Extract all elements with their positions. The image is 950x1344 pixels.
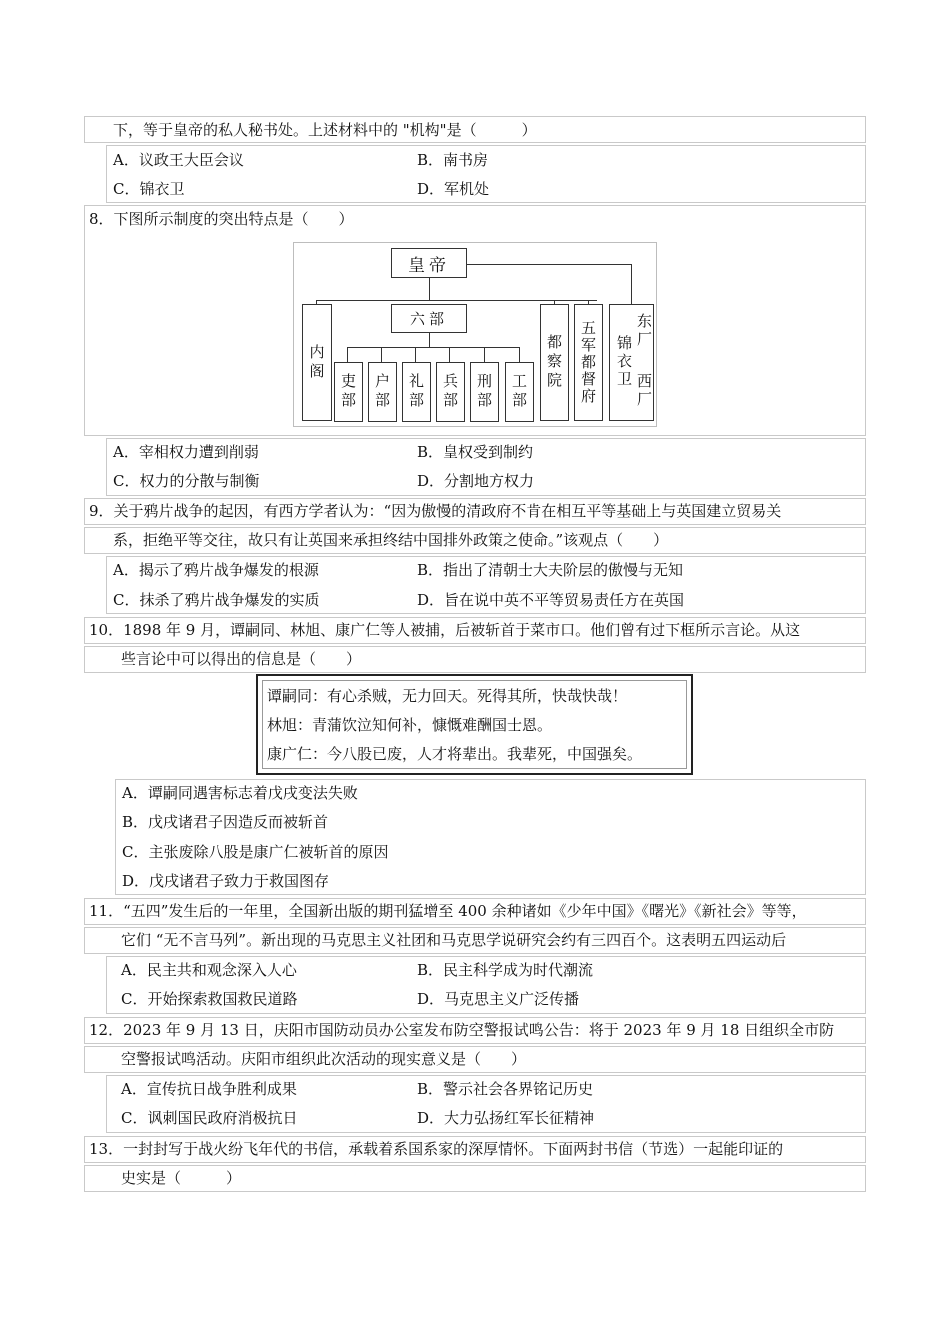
connector bbox=[381, 347, 382, 362]
ministry-box: 刑部 bbox=[470, 362, 499, 422]
q11-options bbox=[106, 956, 866, 1014]
q7-stem-text: 下，等于皇帝的私人秘书处。上述材料中的 "机构"是（ ） bbox=[113, 121, 537, 139]
q10-options bbox=[115, 779, 866, 895]
connector bbox=[449, 347, 450, 362]
q8-stem-text: 8．下图所示制度的突出特点是（ ） bbox=[89, 210, 354, 228]
q13-stem-row-1 bbox=[84, 1136, 866, 1163]
east-depot-label: 东厂 bbox=[635, 313, 653, 349]
q11-stem-line-1: 11．“五四”发生后的一年里，全国新出版的期刊猛增至 400 余种诸如《少年中国》《曙光》《新社会》等等， bbox=[89, 902, 807, 920]
q12-stem-line-1: 12．2023 年 9 月 13 日，庆阳市国防动员办公室发布防空警报试鸣公告：将于 2023 年 9 月 18 日组织全市防 bbox=[89, 1021, 835, 1039]
ministry-box: 礼部 bbox=[402, 362, 431, 422]
ministry-box: 兵部 bbox=[436, 362, 465, 422]
q8-option-c[interactable]: C．权力的分散与制衡 bbox=[113, 472, 260, 490]
q13-stem-line-1: 13．一封封写于战火纷飞年代的书信，承载着系国系家的深厚情怀。下面两封书信（节选）一起能印证的 bbox=[89, 1140, 784, 1158]
q11-stem-row-2 bbox=[84, 927, 866, 954]
q10-stem-row-1 bbox=[84, 617, 866, 644]
q7-option-a[interactable]: A．议政王大臣会议 bbox=[113, 151, 244, 169]
emperor-box: 皇帝 bbox=[391, 248, 467, 278]
connector bbox=[415, 347, 416, 362]
secret-police-box bbox=[609, 304, 654, 421]
connector bbox=[429, 333, 430, 347]
grand-secretariat-box: 内阁 bbox=[302, 304, 332, 421]
q10-option-a[interactable]: A．谭嗣同遇害标志着戊戌变法失败 bbox=[122, 784, 358, 802]
q10-option-b[interactable]: B．戊戌诸君子因造反而被斩首 bbox=[122, 813, 329, 831]
q11-option-d[interactable]: D．马克思主义广泛传播 bbox=[417, 990, 580, 1008]
connector bbox=[467, 264, 632, 265]
connector bbox=[519, 347, 520, 362]
q11-option-c[interactable]: C．开始探索救国救民道路 bbox=[121, 990, 298, 1008]
q13-stem-row-2 bbox=[84, 1165, 866, 1192]
q8-option-b[interactable]: B．皇权受到制约 bbox=[417, 443, 534, 461]
q12-stem-row-1 bbox=[84, 1017, 866, 1044]
q12-option-d[interactable]: D．大力弘扬红军长征精神 bbox=[417, 1109, 595, 1127]
q10-option-c[interactable]: C．主张废除八股是康广仁被斩首的原因 bbox=[122, 843, 389, 861]
quote-kang-guangren: 康广仁：今八股已废，人才将辈出。我辈死，中国强矣。 bbox=[267, 745, 643, 763]
q8-option-d[interactable]: D．分割地方权力 bbox=[417, 472, 535, 490]
q7-options bbox=[106, 145, 866, 203]
q11-option-b[interactable]: B．民主科学成为时代潮流 bbox=[417, 961, 594, 979]
q10-stem-row-2 bbox=[84, 646, 866, 673]
q12-option-a[interactable]: A．宣传抗日战争胜利成果 bbox=[121, 1080, 297, 1098]
q9-option-d[interactable]: D．旨在说中英不平等贸易责任方在英国 bbox=[417, 591, 685, 609]
q12-option-c[interactable]: C．讽刺国民政府消极抗日 bbox=[121, 1109, 298, 1127]
q7-stem-row bbox=[84, 116, 866, 143]
q7-option-c[interactable]: C．锦衣卫 bbox=[113, 180, 185, 198]
q9-stem-line-1: 9．关于鸦片战争的起因，有西方学者认为：“因为傲慢的清政府不肯在相互平等基础上与英国建立贸易关 bbox=[89, 502, 782, 520]
q12-stem-line-2: 空警报试鸣活动。庆阳市组织此次活动的现实意义是（ ） bbox=[121, 1050, 527, 1068]
q12-options bbox=[106, 1075, 866, 1133]
q9-option-a[interactable]: A．揭示了鸦片战争爆发的根源 bbox=[113, 561, 319, 579]
quote-tan-sitong: 谭嗣同：有心杀贼，无力回天。死得其所，快哉快哉！ bbox=[267, 687, 628, 705]
q9-stem-row-2 bbox=[84, 527, 866, 554]
q9-option-c[interactable]: C．抹杀了鸦片战争爆发的实质 bbox=[113, 591, 320, 609]
q8-option-a[interactable]: A．宰相权力遭到削弱 bbox=[113, 443, 259, 461]
q9-stem-row-1 bbox=[84, 498, 866, 525]
connector bbox=[347, 347, 348, 362]
connector bbox=[429, 278, 430, 301]
q10-stem-line-2: 些言论中可以得出的信息是（ ） bbox=[121, 650, 362, 668]
connector bbox=[631, 264, 632, 304]
west-depot-label: 西厂 bbox=[635, 373, 653, 409]
q7-option-d[interactable]: D．军机处 bbox=[417, 180, 490, 198]
q11-stem-line-2: 它们 “无不言马列”。新出现的马克思主义社团和马克思学说研究会约有三四百个。这表明五四运动后 bbox=[121, 931, 787, 949]
q9-option-b[interactable]: B．指出了清朝士大夫阶层的傲慢与无知 bbox=[417, 561, 684, 579]
q9-options bbox=[106, 556, 866, 614]
q9-stem-line-2: 系，拒绝平等交往，故只有让英国来承担终结中国排外政策之使命。”该观点（ ） bbox=[113, 531, 669, 549]
connector bbox=[347, 347, 520, 348]
censorate-box: 都察院 bbox=[540, 304, 569, 421]
q13-stem-line-2: 史实是（ ） bbox=[121, 1169, 242, 1187]
quote-box bbox=[262, 680, 687, 769]
q12-option-b[interactable]: B．警示社会各界铭记历史 bbox=[417, 1080, 594, 1098]
ministry-box: 工部 bbox=[505, 362, 534, 422]
q10-option-d[interactable]: D．戊戌诸君子致力于救国图存 bbox=[122, 872, 330, 890]
ministry-box: 吏部 bbox=[334, 362, 363, 422]
six-ministries-box: 六部 bbox=[391, 304, 467, 333]
q7-option-b[interactable]: B．南书房 bbox=[417, 151, 489, 169]
quote-lin-xu: 林旭：青蒲饮泣知何补，慷慨难酬国士恩。 bbox=[267, 716, 553, 734]
q11-stem-row-1 bbox=[84, 898, 866, 925]
q11-option-a[interactable]: A．民主共和观念深入人心 bbox=[121, 961, 297, 979]
q12-stem-row-2 bbox=[84, 1046, 866, 1073]
ministry-box: 户部 bbox=[368, 362, 397, 422]
connector bbox=[484, 347, 485, 362]
q10-stem-line-1: 10．1898 年 9 月，谭嗣同、林旭、康广仁等人被捕，后被斩首于菜市口。他们曾有过下框所示言论。从这 bbox=[89, 621, 801, 639]
embroidered-guard-label: 锦衣卫 bbox=[615, 335, 633, 389]
q8-options bbox=[106, 438, 866, 496]
government-structure-diagram bbox=[293, 242, 657, 427]
five-military-commissions-box: 五军都督府 bbox=[574, 304, 603, 421]
